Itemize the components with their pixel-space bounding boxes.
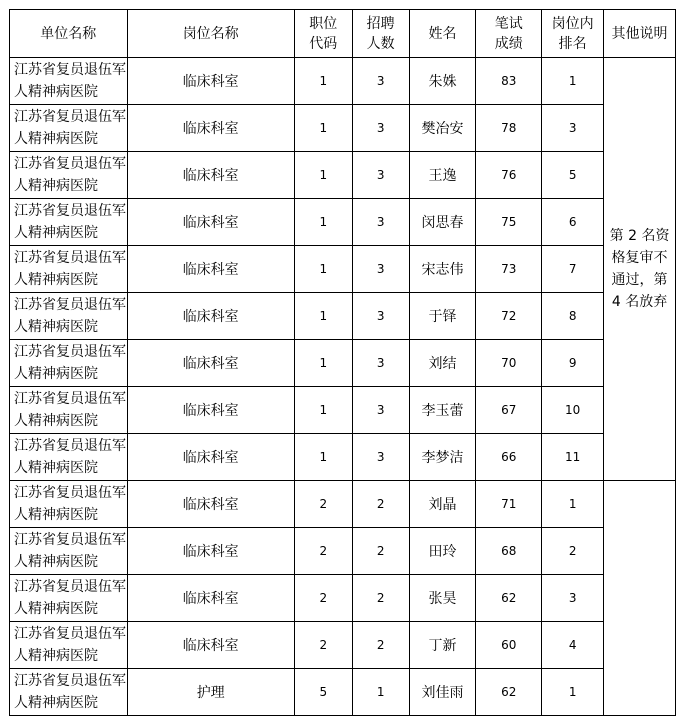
cell-code: 1 [294,246,352,293]
table-row [10,293,676,340]
cell-score: 62 [476,575,542,622]
cell-quota: 3 [352,199,409,246]
cell-code: 1 [294,340,352,387]
table-row [10,58,676,105]
cell-quota: 2 [352,481,409,528]
header-score: 笔试成绩 [476,10,542,58]
cell-score: 67 [476,387,542,434]
cell-position: 临床科室 [127,481,294,528]
table-row [10,246,676,293]
cell-unit: 江苏省复员退伍军人精神病医院 [10,528,128,575]
cell-unit: 江苏省复员退伍军人精神病医院 [10,152,128,199]
note-group-2-empty [604,481,676,716]
table-row [10,340,676,387]
cell-position: 临床科室 [127,152,294,199]
cell-position: 临床科室 [127,105,294,152]
table-row [10,105,676,152]
cell-unit: 江苏省复员退伍军人精神病医院 [10,669,128,716]
cell-rank: 2 [542,528,604,575]
header-name: 姓名 [409,10,476,58]
cell-name: 刘佳雨 [409,669,476,716]
cell-name: 李梦洁 [409,434,476,481]
cell-score: 75 [476,199,542,246]
cell-position: 临床科室 [127,387,294,434]
header-unit: 单位名称 [10,10,128,58]
cell-rank: 1 [542,669,604,716]
header-row [10,10,676,58]
cell-name: 樊冶安 [409,105,476,152]
cell-score: 62 [476,669,542,716]
cell-quota: 1 [352,669,409,716]
cell-code: 2 [294,575,352,622]
cell-name: 于铎 [409,293,476,340]
cell-score: 76 [476,152,542,199]
cell-quota: 3 [352,293,409,340]
cell-quota: 2 [352,622,409,669]
table-row [10,622,676,669]
cell-unit: 江苏省复员退伍军人精神病医院 [10,481,128,528]
cell-score: 70 [476,340,542,387]
cell-name: 张昊 [409,575,476,622]
cell-score: 71 [476,481,542,528]
cell-rank: 5 [542,152,604,199]
cell-position: 临床科室 [127,199,294,246]
table-row [10,481,676,528]
cell-name: 闵思春 [409,199,476,246]
header-code: 职位代码 [294,10,352,58]
header-rank: 岗位内排名 [542,10,604,58]
cell-name: 朱姝 [409,58,476,105]
cell-name: 李玉蕾 [409,387,476,434]
cell-quota: 2 [352,528,409,575]
cell-rank: 1 [542,481,604,528]
cell-position: 临床科室 [127,293,294,340]
cell-unit: 江苏省复员退伍军人精神病医院 [10,387,128,434]
cell-unit: 江苏省复员退伍军人精神病医院 [10,575,128,622]
cell-code: 1 [294,152,352,199]
cell-code: 2 [294,622,352,669]
cell-code: 1 [294,199,352,246]
cell-position: 临床科室 [127,340,294,387]
cell-unit: 江苏省复员退伍军人精神病医院 [10,246,128,293]
header-quota: 招聘人数 [352,10,409,58]
cell-score: 78 [476,105,542,152]
cell-unit: 江苏省复员退伍军人精神病医院 [10,105,128,152]
cell-unit: 江苏省复员退伍军人精神病医院 [10,340,128,387]
header-note: 其他说明 [604,10,676,58]
cell-position: 临床科室 [127,246,294,293]
cell-quota: 3 [352,58,409,105]
cell-code: 1 [294,58,352,105]
cell-code: 2 [294,481,352,528]
cell-code: 1 [294,434,352,481]
cell-rank: 11 [542,434,604,481]
cell-position: 临床科室 [127,434,294,481]
table-row [10,152,676,199]
cell-score: 68 [476,528,542,575]
cell-rank: 1 [542,58,604,105]
cell-name: 田玲 [409,528,476,575]
cell-code: 5 [294,669,352,716]
cell-unit: 江苏省复员退伍军人精神病医院 [10,622,128,669]
cell-position: 临床科室 [127,622,294,669]
cell-score: 60 [476,622,542,669]
cell-unit: 江苏省复员退伍军人精神病医院 [10,199,128,246]
cell-rank: 9 [542,340,604,387]
cell-rank: 7 [542,246,604,293]
header-position: 岗位名称 [127,10,294,58]
cell-unit: 江苏省复员退伍军人精神病医院 [10,58,128,105]
cell-code: 1 [294,105,352,152]
cell-rank: 3 [542,575,604,622]
cell-unit: 江苏省复员退伍军人精神病医院 [10,293,128,340]
cell-position: 护理 [127,669,294,716]
cell-rank: 4 [542,622,604,669]
cell-rank: 8 [542,293,604,340]
cell-quota: 2 [352,575,409,622]
note-group-1: 第 2 名资格复审不通过，第 4 名放弃 [604,58,676,481]
cell-score: 83 [476,58,542,105]
cell-position: 临床科室 [127,58,294,105]
cell-rank: 6 [542,199,604,246]
cell-score: 66 [476,434,542,481]
table-row [10,528,676,575]
cell-code: 1 [294,293,352,340]
cell-position: 临床科室 [127,575,294,622]
cell-name: 宋志伟 [409,246,476,293]
cell-position: 临床科室 [127,528,294,575]
cell-quota: 3 [352,387,409,434]
cell-rank: 10 [542,387,604,434]
cell-code: 1 [294,387,352,434]
cell-name: 刘晶 [409,481,476,528]
cell-score: 72 [476,293,542,340]
cell-quota: 3 [352,105,409,152]
table-row [10,387,676,434]
cell-name: 丁新 [409,622,476,669]
cell-quota: 3 [352,246,409,293]
cell-name: 王逸 [409,152,476,199]
cell-rank: 3 [542,105,604,152]
cell-unit: 江苏省复员退伍军人精神病医院 [10,434,128,481]
table-row [10,199,676,246]
table-row [10,434,676,481]
cell-quota: 3 [352,434,409,481]
cell-score: 73 [476,246,542,293]
cell-quota: 3 [352,152,409,199]
cell-quota: 3 [352,340,409,387]
cell-code: 2 [294,528,352,575]
table-row [10,669,676,716]
results-table [9,9,676,716]
table-row [10,575,676,622]
cell-name: 刘结 [409,340,476,387]
